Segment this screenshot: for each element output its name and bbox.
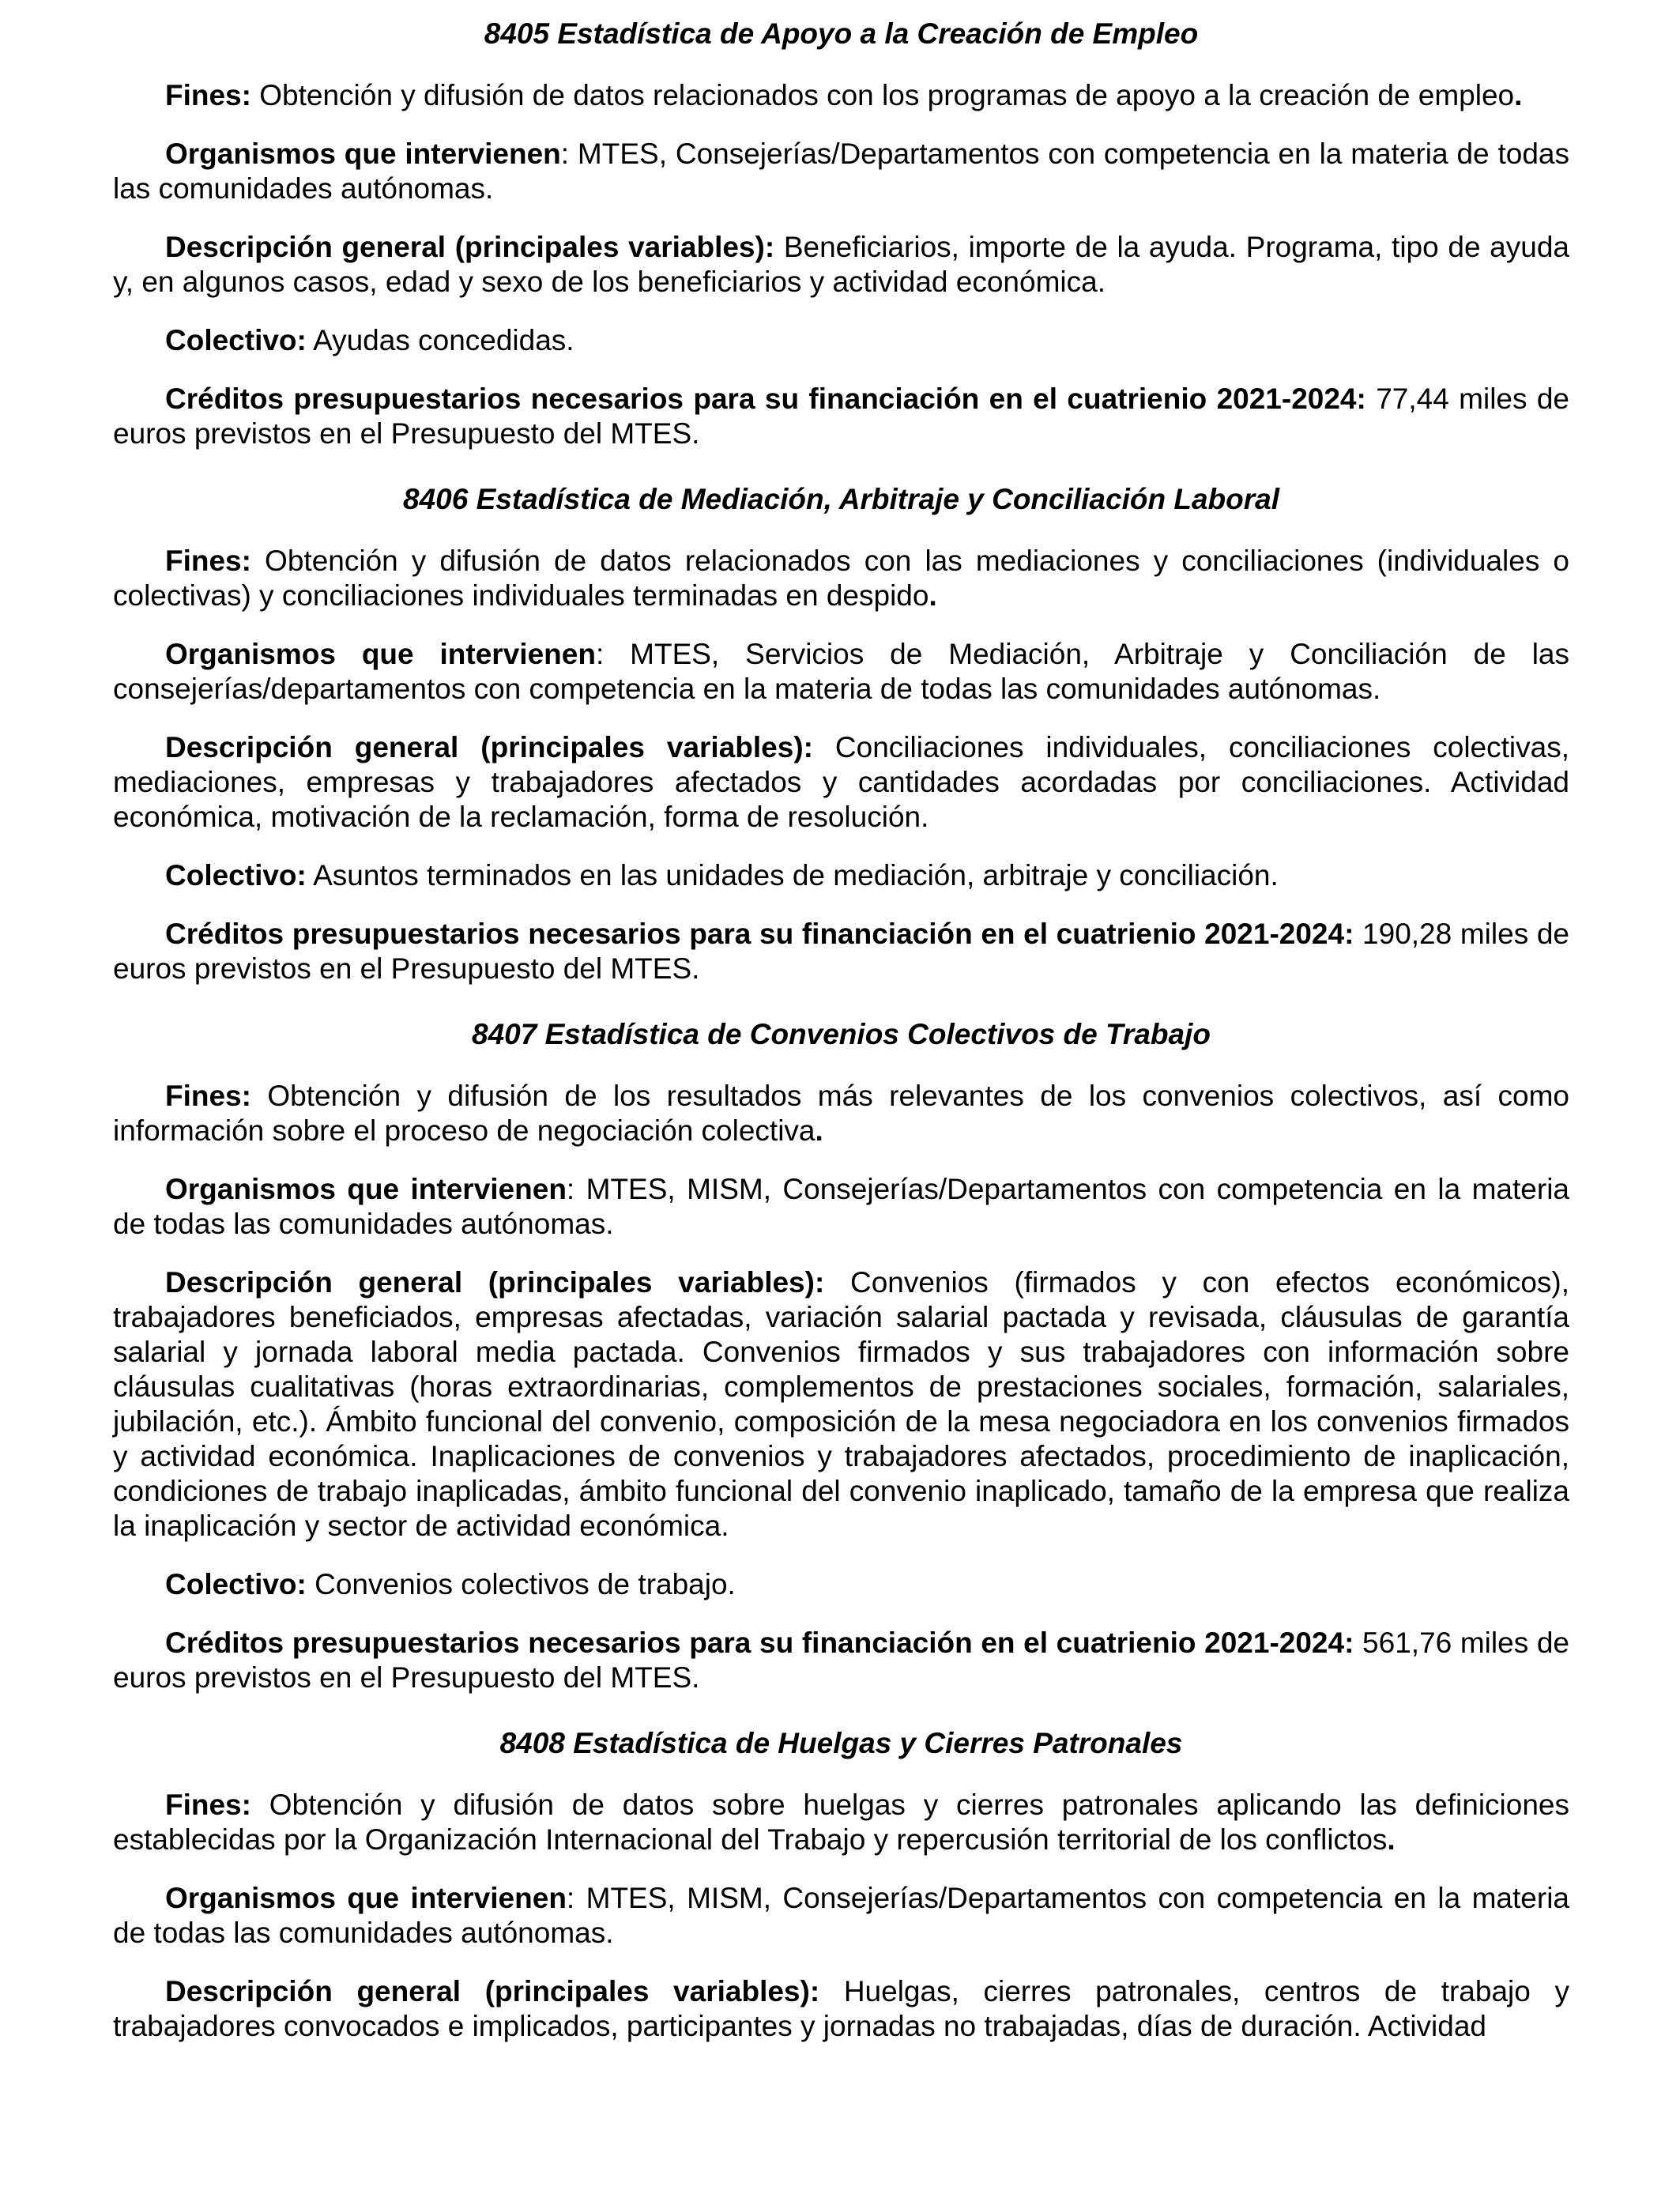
colectivo-paragraph — [113, 1567, 1569, 1602]
fines-end: . — [1387, 1823, 1396, 1856]
organismos-paragraph — [113, 137, 1569, 206]
section-8405 — [113, 16, 1569, 451]
section-8408 — [113, 1725, 1569, 2044]
organismos-text: : MTES, MISM, Consejerías/Departamentos con competencia en la materia de todas las comunidades autónomas. — [113, 1882, 1569, 1949]
fines-paragraph — [113, 1079, 1569, 1148]
organismos-label: Organismos que intervienen — [165, 138, 561, 170]
creditos-text: 190,28 miles de euros previstos en el Presupuesto del MTES. — [113, 918, 1569, 985]
section-8407 — [113, 1016, 1569, 1695]
descripcion-paragraph — [113, 730, 1569, 835]
organismos-text: : MTES, Consejerías/Departamentos con competencia en la materia de todas las comunidades autónomas. — [113, 138, 1569, 205]
fines-paragraph — [113, 1788, 1569, 1857]
organismos-text: : MTES, MISM, Consejerías/Departamentos con competencia en la materia de todas las comunidades autónomas. — [113, 1173, 1569, 1240]
fines-label: Fines: — [165, 545, 251, 577]
colectivo-label: Colectivo: — [165, 324, 307, 356]
descripcion-paragraph — [113, 1265, 1569, 1544]
fines-text: Obtención y difusión de datos relacionados con las mediaciones y conciliaciones (individuales o colectivas) y conciliaciones individuales terminadas en despido — [113, 545, 1569, 612]
descripcion-label: Descripción general (principales variables): — [165, 1266, 825, 1299]
section-title: 8408 Estadística de Huelgas y Cierres Patronales — [499, 1727, 1183, 1759]
fines-text: Obtención y difusión de datos sobre huelgas y cierres patronales aplicando las definiciones establecidas por la Organización Internacional del Trabajo y repercusión territorial de los conflictos — [113, 1789, 1569, 1856]
section-8406 — [113, 481, 1569, 986]
fines-paragraph — [113, 78, 1569, 113]
creditos-label: Créditos presupuestarios necesarios para su financiación en el cuatrienio 2021-2024: — [165, 918, 1354, 950]
fines-label: Fines: — [165, 1080, 251, 1112]
descripcion-text: Convenios (firmados y con efectos económicos), trabajadores beneficiados, empresas afectadas, variación salarial pactada y revisada, cláusulas de garantía salarial y jornada laboral media pactada. Convenios firmados y sus trabajadores con información sobre cláusulas cualitativas (horas extraordinarias, complementos de prestaciones sociales, formación, salariales, jubilación, etc.). Ámbito funcional del convenio, composición de la mesa negociadora en los convenios firmados y actividad económica. Inaplicaciones de convenios y trabajadores afectados, procedimiento de inaplicación, condiciones de trabajo inaplicadas, ámbito funcional del convenio inaplicado, tamaño de la empresa que realiza la inaplicación y sector de actividad económica. — [113, 1266, 1569, 1542]
organismos-text: : MTES, Servicios de Mediación, Arbitraje y Conciliación de las consejerías/departamentos con competencia en la materia de todas las comunidades autónomas. — [113, 638, 1569, 705]
colectivo-text: Asuntos terminados en las unidades de mediación, arbitraje y conciliación. — [306, 859, 1279, 892]
colectivo-label: Colectivo: — [165, 1568, 307, 1600]
creditos-label: Créditos presupuestarios necesarios para su financiación en el cuatrienio 2021-2024: — [165, 1627, 1354, 1659]
organismos-label: Organismos que intervienen — [165, 638, 596, 670]
creditos-label: Créditos presupuestarios necesarios para su financiación en el cuatrienio 2021-2024: — [165, 383, 1366, 415]
fines-end: . — [929, 579, 937, 612]
organismos-paragraph — [113, 1881, 1569, 1951]
creditos-text: 77,44 miles de euros previstos en el Presupuesto del MTES. — [113, 383, 1569, 450]
descripcion-label: Descripción general (principales variables): — [165, 231, 775, 263]
section-title: 8406 Estadística de Mediación, Arbitraje y Conciliación Laboral — [403, 483, 1279, 515]
organismos-paragraph — [113, 637, 1569, 707]
creditos-text: 561,76 miles de euros previstos en el Presupuesto del MTES. — [113, 1627, 1569, 1694]
colectivo-text: Convenios colectivos de trabajo. — [306, 1568, 736, 1600]
colectivo-text: Ayudas concedidas. — [306, 324, 574, 356]
fines-label: Fines: — [165, 79, 251, 111]
descripcion-text: Huelgas, cierres patronales, centros de trabajo y trabajadores convocados e implicados, participantes y jornadas no trabajadas, días de duración. Actividad — [113, 1975, 1569, 2042]
descripcion-paragraph — [113, 230, 1569, 300]
creditos-paragraph — [113, 1626, 1569, 1695]
creditos-paragraph — [113, 382, 1569, 451]
colectivo-paragraph — [113, 323, 1569, 358]
section-title: 8405 Estadística de Apoyo a la Creación de Empleo — [484, 17, 1199, 50]
descripcion-text: Conciliaciones individuales, conciliaciones colectivas, mediaciones, empresas y trabajadores afectados y cantidades acordadas por conciliaciones. Actividad económica, motivación de la reclamación, forma de resolución. — [113, 731, 1569, 833]
fines-end: . — [815, 1114, 823, 1147]
fines-end: . — [1514, 79, 1523, 111]
descripcion-label: Descripción general (principales variables): — [165, 1975, 820, 2007]
fines-paragraph — [113, 544, 1569, 613]
creditos-paragraph — [113, 917, 1569, 986]
document-page — [113, 16, 1569, 2074]
section-title: 8407 Estadística de Convenios Colectivos de Trabajo — [472, 1018, 1211, 1050]
fines-text: Obtención y difusión de datos relacionados con los programas de apoyo a la creación de empleo — [250, 79, 1515, 111]
descripcion-text: Beneficiarios, importe de la ayuda. Programa, tipo de ayuda y, en algunos casos, edad y sexo de los beneficiarios y actividad económica. — [113, 231, 1569, 298]
fines-label: Fines: — [165, 1789, 251, 1821]
organismos-label: Organismos que intervienen — [165, 1173, 567, 1205]
colectivo-paragraph — [113, 858, 1569, 893]
organismos-label: Organismos que intervienen — [165, 1882, 567, 1914]
organismos-paragraph — [113, 1172, 1569, 1242]
descripcion-paragraph — [113, 1974, 1569, 2044]
fines-text: Obtención y difusión de los resultados más relevantes de los convenios colectivos, así como información sobre el proceso de negociación colectiva — [113, 1080, 1569, 1147]
colectivo-label: Colectivo: — [165, 859, 307, 892]
descripcion-label: Descripción general (principales variables): — [165, 731, 813, 763]
